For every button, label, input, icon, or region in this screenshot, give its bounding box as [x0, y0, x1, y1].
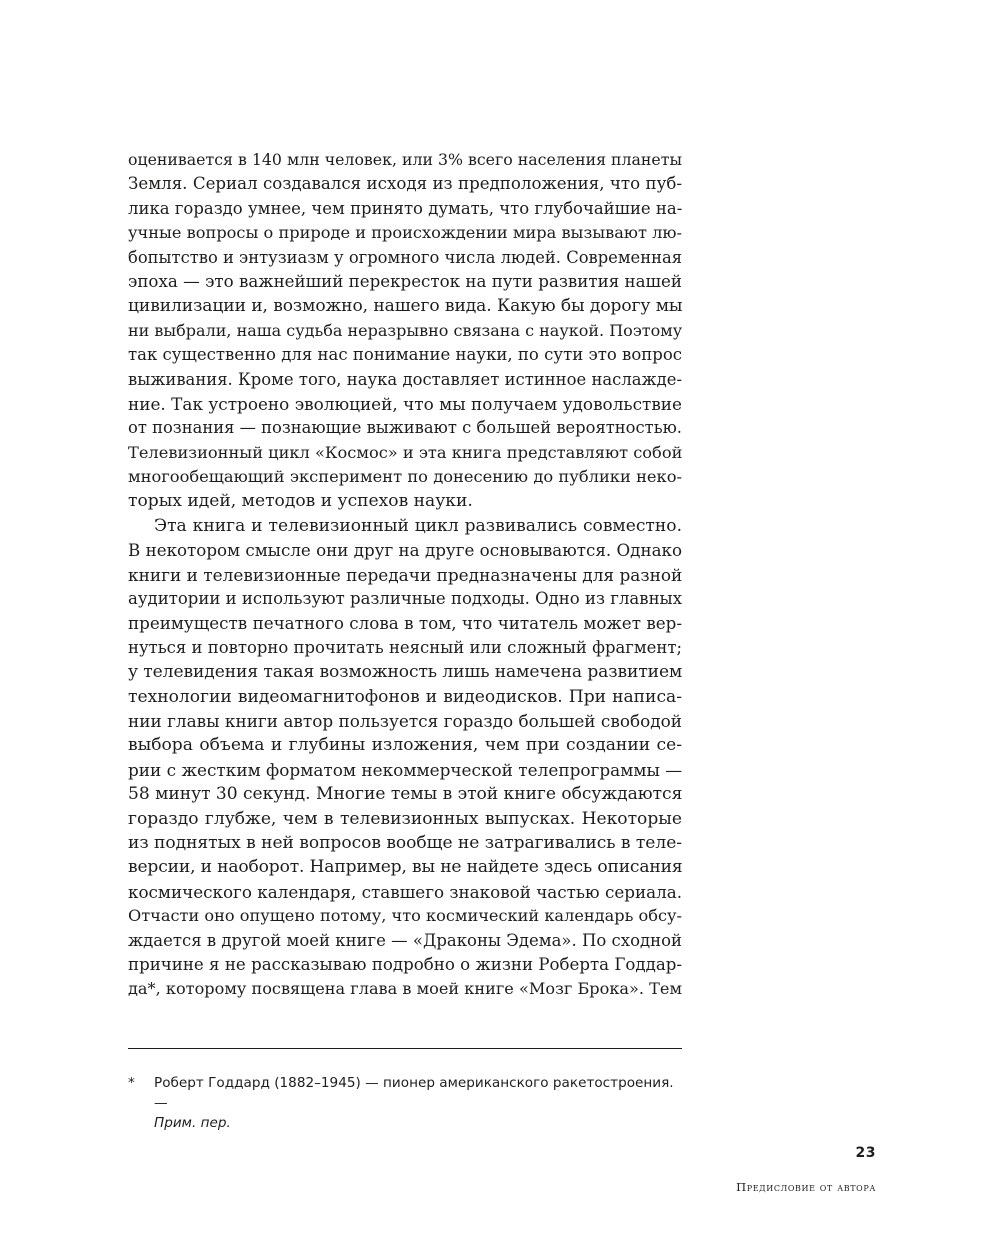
text-line: оценивается в 140 млн человек, или 3% всего населения планеты [128, 150, 682, 169]
text-line: у телевидения такая возможность лишь намечена развитием [128, 662, 683, 683]
paragraph-2 [128, 514, 682, 1002]
text-line: ние. Так устроено эволюцией, что мы получаем удовольствие [128, 393, 682, 414]
text-line: Земля. Сериал создавался исходя из предположения, что пуб- [128, 174, 682, 194]
text-line: многообещающий эксперимент по донесению до публики неко- [128, 467, 682, 487]
footnote-body [154, 1073, 682, 1133]
text-line: эпоха — это важнейший перекресток на пути развития нашей [128, 271, 682, 291]
text-line: да*, которому посвящена глава в моей книге «Мозг Брока». Тем [128, 979, 682, 999]
text-line: лика гораздо умнее, чем принято думать, что глубочайшие на- [128, 198, 683, 218]
text-line: бопытство и энтузиазм у огромного числа людей. Современная [128, 247, 682, 267]
text-line: версии, и наоборот. Например, вы не найдете здесь описания [128, 857, 683, 878]
text-line: космического календаря, ставшего знаковой частью сериала. [128, 881, 683, 902]
translator-note: Прим. пер. [154, 1115, 231, 1131]
text-line: Телевизионный цикл «Космос» и эта книга представляют собой [128, 442, 683, 462]
footnote-marker: * [128, 1075, 135, 1091]
running-head: Предисловие от автора [736, 1180, 876, 1194]
text-line: выбора объема и глубины изложения, чем при создании се- [128, 735, 682, 756]
text-line: технологии видеомагнитофонов и видеодисков. При написа- [128, 686, 682, 707]
footnote-divider [128, 1048, 682, 1049]
text-line: учные вопросы о природе и происхождении мира вызывают лю- [128, 223, 682, 243]
footnote-text: Роберт Годдард (1882–1945) — пионер американского ракетостроения. — [154, 1075, 674, 1111]
text-line: торых идей, методов и успехов науки. [128, 491, 473, 512]
text-line: так существенно для нас понимание науки, по сути это вопрос [128, 345, 682, 365]
text-line: из поднятых в ней вопросов вообще не затрагивались в теле- [128, 832, 682, 853]
text-line: гораздо глубже, чем в телевизионных выпусках. Некоторые [128, 808, 682, 829]
text-line: В некотором смысле они друг на друге основываются. Однако [128, 540, 682, 561]
text-line: рии с жестким форматом некоммерческой телепрограммы — [128, 759, 683, 780]
text-line: причине я не рассказываю подробно о жизни Роберта Годдар- [128, 954, 682, 974]
paragraph-1 [128, 148, 682, 514]
text-line: 58 минут 30 секунд. Многие темы в этой книге обсуждаются [128, 784, 683, 805]
page-number: 23 [855, 1145, 876, 1161]
text-line: Отчасти оно опущено потому, что космический календарь обсу- [128, 906, 682, 926]
text-line: Эта книга и телевизионный цикл развивались совместно. [154, 515, 682, 536]
text-line: ни выбрали, наша судьба неразрывно связана с наукой. Поэтому [128, 320, 683, 340]
text-line: нии главы книги автор пользуется гораздо большей свободой [128, 710, 682, 731]
text-line: нуться и повторно прочитать неясный или сложный фрагмент; [128, 637, 682, 657]
text-line: от познания — познающие выживают с большей вероятностью. [128, 418, 682, 438]
text-line: книги и телевизионные передачи предназначены для разной [128, 564, 683, 585]
text-line: цивилизации и, возможно, нашего вида. Какую бы дорогу мы [128, 296, 683, 317]
text-line: преимуществ печатного слова в том, что читатель может вер- [128, 613, 682, 634]
text-line: ждается в другой моей книге — «Драконы Эдема». По сходной [128, 930, 682, 950]
text-line: выживания. Кроме того, наука доставляет истинное наслажде- [128, 369, 682, 389]
text-line: аудитории и используют различные подходы. Одно из главных [128, 589, 682, 609]
body-text [128, 148, 682, 1002]
